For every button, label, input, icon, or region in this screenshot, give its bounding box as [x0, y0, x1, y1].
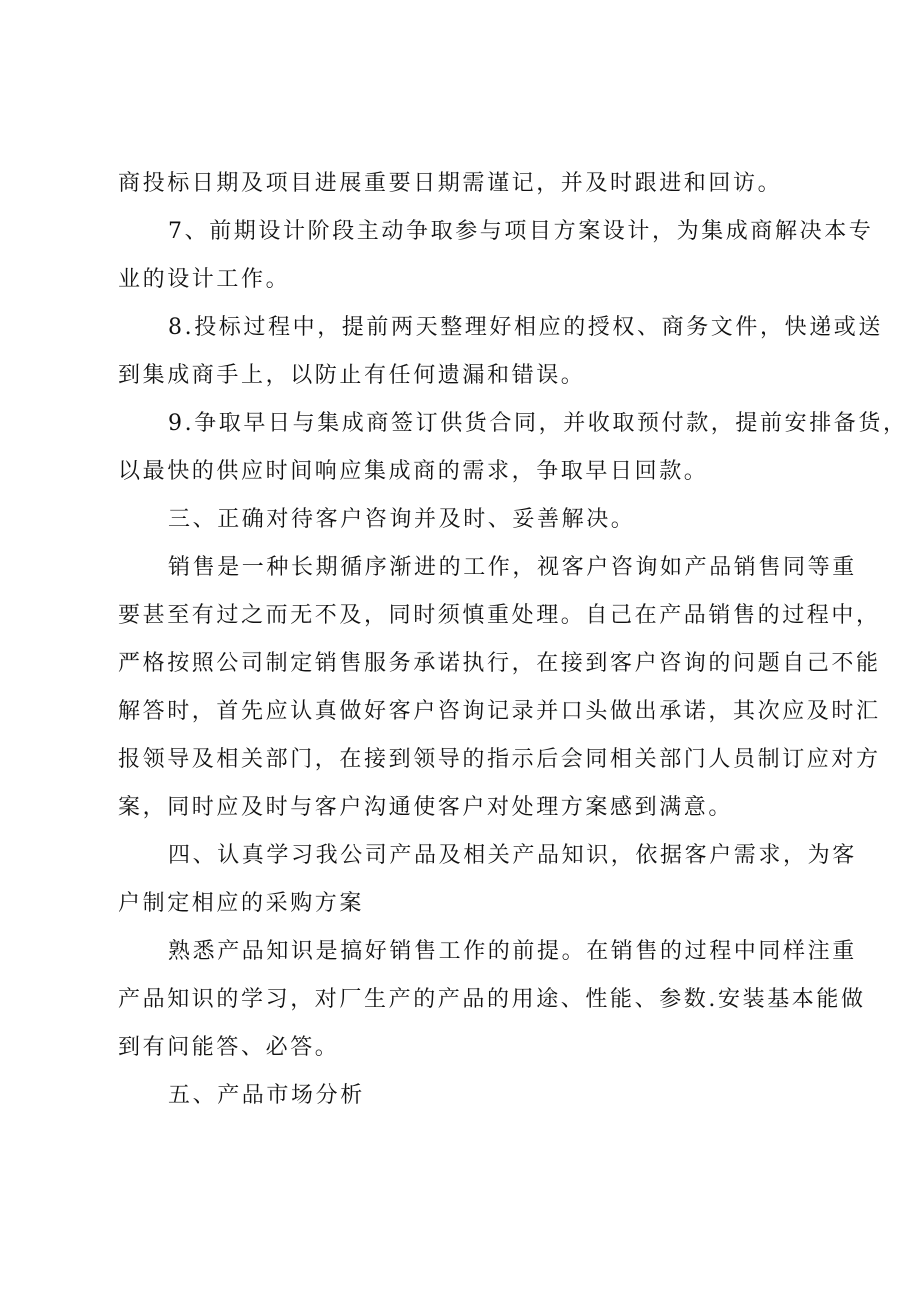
text-line: 以最快的供应时间响应集成商的需求，争取早日回款。	[118, 459, 709, 484]
paragraph-line: 解答时，首先应认真做好客户咨询记录并口头做出承诺，其次应及时汇	[118, 699, 881, 724]
text-line: 业的设计工作。	[118, 267, 291, 292]
list-item-9: 9.争取早日与集成商签订供货合同，并收取预付款，提前安排备货，	[168, 411, 908, 436]
paragraph-line: 到有问能答、必答。	[118, 1035, 340, 1060]
list-item-7: 7、前期设计阶段主动争取参与项目方案设计，为集成商解决本专	[168, 219, 874, 244]
text-line: 到集成商手上，以防止有任何遗漏和错误。	[118, 363, 586, 388]
paragraph-line: 严格按照公司制定销售服务承诺执行，在接到客户咨询的问题自己不能	[118, 651, 881, 676]
paragraph-line: 要甚至有过之而无不及，同时须慎重处理。自己在产品销售的过程中，	[118, 603, 881, 628]
section-heading-5: 五、产品市场分析	[168, 1083, 365, 1108]
paragraph-line: 案，同时应及时与客户沟通使客户对处理方案感到满意。	[118, 795, 734, 820]
paragraph-line: 报领导及相关部门，在接到领导的指示后会同相关部门人员制订应对方	[118, 747, 881, 772]
section-heading-4-cont: 户制定相应的采购方案	[118, 891, 365, 916]
document-page	[118, 160, 908, 1120]
section-heading-4: 四、认真学习我公司产品及相关产品知识，依据客户需求，为客	[168, 843, 857, 868]
section-heading-3: 三、正确对待客户咨询并及时、妥善解决。	[168, 507, 636, 532]
paragraph-line: 销售是一种长期循序渐进的工作，视客户咨询如产品销售同等重	[168, 555, 857, 580]
text-line: 商投标日期及项目进展重要日期需谨记，并及时跟进和回访。	[118, 171, 783, 196]
paragraph-line: 产品知识的学习，对厂生产的产品的用途、性能、参数.安装基本能做	[118, 987, 866, 1012]
list-item-8: 8.投标过程中，提前两天整理好相应的授权、商务文件，快递或送	[168, 315, 883, 340]
paragraph-line: 熟悉产品知识是搞好销售工作的前提。在销售的过程中同样注重	[168, 939, 857, 964]
